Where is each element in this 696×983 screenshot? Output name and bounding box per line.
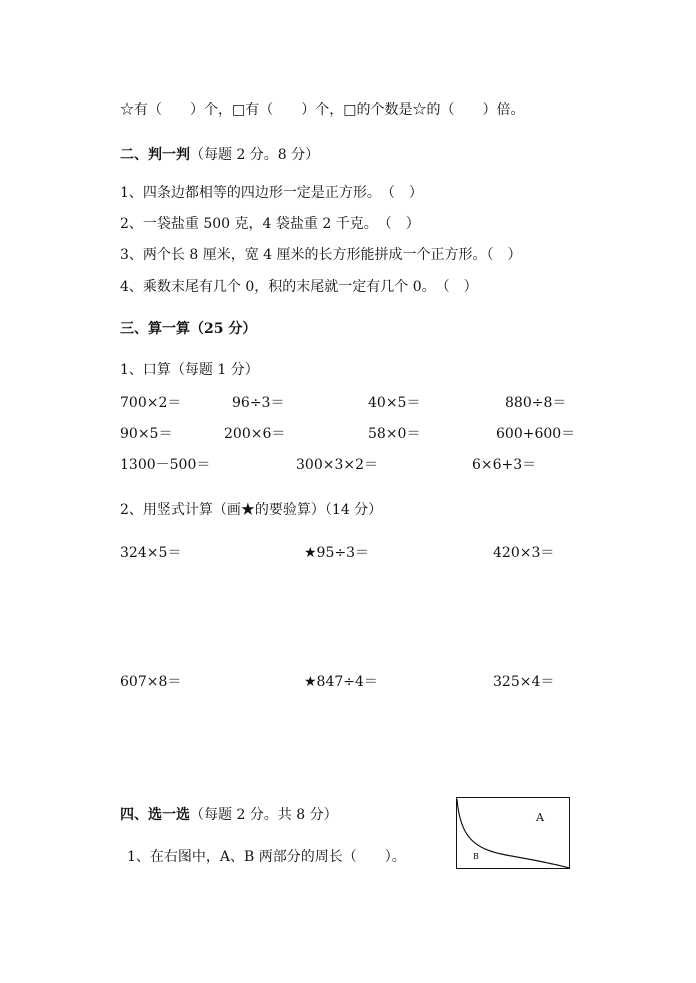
choice-item-1: 1、在右图中，A、B 两部分的周长（ ）。 xyxy=(127,849,406,865)
judge-item-2: 2、一袋盐重 500 克，4 袋盐重 2 千克。 （ ） xyxy=(120,216,420,232)
region-b-label: B xyxy=(473,852,479,861)
vertical-problem: 420×3＝ xyxy=(493,545,555,561)
region-ab-figure xyxy=(456,797,570,869)
judge-item-3: 3、两个长 8 厘米，宽 4 厘米的长方形能拼成一个正方形。（ ） xyxy=(120,247,522,263)
section-3-title: 三、算一算（25 分） xyxy=(120,321,257,337)
oral-problem: 1300－500＝ xyxy=(120,457,211,473)
oral-problem: 200×6＝ xyxy=(224,426,286,442)
oral-problem: 600+600＝ xyxy=(496,426,576,442)
vertical-problem: ★847÷4＝ xyxy=(304,674,378,690)
vertical-problem: 325×4＝ xyxy=(493,674,555,690)
oral-problem: 6×6+3＝ xyxy=(472,457,537,473)
oral-problem: 96÷3＝ xyxy=(232,395,285,411)
section-4-points: （每题 2 分。共 8 分） xyxy=(190,807,338,823)
vertical-calc-heading: 2、用竖式计算（画★的要验算）（14 分） xyxy=(120,502,383,518)
region-a-label: A xyxy=(536,811,544,824)
oral-problem: 700×2＝ xyxy=(120,395,182,411)
section-2-title xyxy=(120,145,319,165)
section-4-title-text: 四、选一选 xyxy=(120,807,190,823)
region-ab-diagram xyxy=(456,797,570,869)
section-2-points: （每题 2 分。8 分） xyxy=(190,147,320,163)
judge-item-4: 4、乘数末尾有几个 0，积的末尾就一定有几个 0。 （ ） xyxy=(120,279,478,295)
vertical-problem: ★95÷3＝ xyxy=(304,545,370,561)
judge-item-1: 1、四条边都相等的四边形一定是正方形。 （ ） xyxy=(120,185,423,201)
oral-problem: 300×3×2＝ xyxy=(296,457,378,473)
oral-problem: 40×5＝ xyxy=(368,395,421,411)
oral-problem: 880÷8＝ xyxy=(505,395,567,411)
section-2-title-text: 二、判一判 xyxy=(120,147,190,163)
oral-calc-heading: 1、口算（每题 1 分） xyxy=(120,362,259,378)
section-4-title xyxy=(120,805,338,825)
vertical-problem: 324×5＝ xyxy=(120,545,182,561)
intro-question: ☆有（ ）个，□有（ ）个，□的个数是☆的（ ）倍。 xyxy=(120,102,525,118)
oral-problem: 90×5＝ xyxy=(120,426,173,442)
oral-problem: 58×0＝ xyxy=(368,426,421,442)
vertical-problem: 607×8＝ xyxy=(120,674,182,690)
